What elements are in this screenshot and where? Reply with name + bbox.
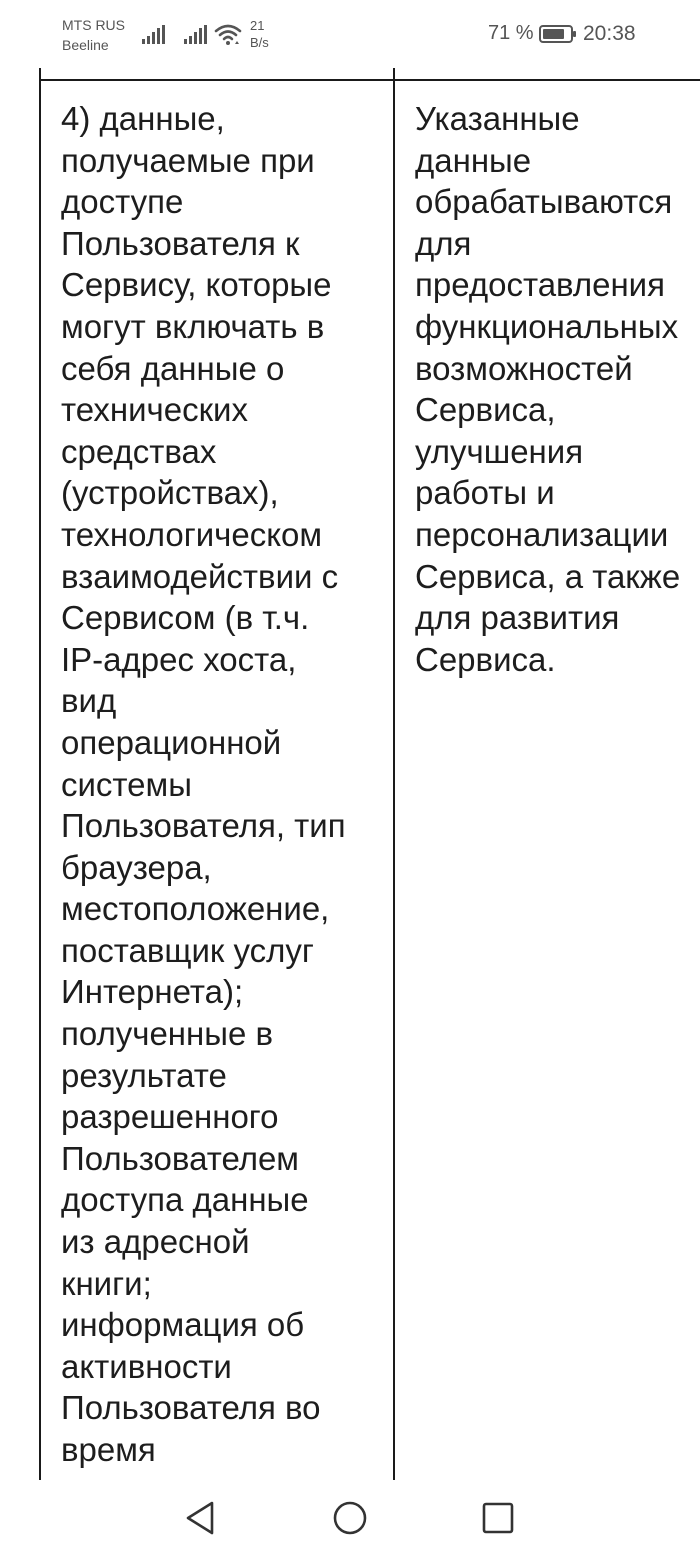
recents-icon[interactable] <box>478 1498 518 1538</box>
text-line: для <box>415 224 472 262</box>
text-line: средствах <box>61 432 217 470</box>
text-line: обрабатываются <box>415 183 673 221</box>
text-line: вид <box>61 682 117 720</box>
text-line: из адресной <box>61 1223 250 1261</box>
network-speed-value: 21 <box>250 18 265 33</box>
network-speed-unit: B/s <box>250 35 269 50</box>
carrier-1: MTS RUS <box>62 17 125 33</box>
text-line: персонализации <box>415 515 669 553</box>
text-line: операционной <box>61 723 282 761</box>
carrier-2: Beeline <box>62 37 109 53</box>
text-line: Сервиса. <box>415 640 556 678</box>
signal-icon <box>141 25 167 45</box>
signal-icon <box>183 25 209 45</box>
text-line: функциональных <box>415 307 679 345</box>
text-line: данные <box>415 141 532 179</box>
wifi-icon <box>214 22 242 46</box>
text-line: возможностей <box>415 349 633 387</box>
text-line: книги; <box>61 1264 152 1302</box>
text-line: для развития <box>415 599 620 637</box>
text-line: результате <box>61 1056 227 1094</box>
battery-percentage: 71 % <box>488 22 534 44</box>
navigation-bar <box>0 1480 700 1556</box>
text-line: предоставления <box>415 266 665 304</box>
text-line: технологическом <box>61 515 323 553</box>
text-line: Указанные <box>415 100 580 137</box>
text-line: технических <box>61 391 248 429</box>
text-line: Пользователем <box>61 1139 299 1177</box>
back-icon[interactable] <box>180 1498 220 1538</box>
table-left-border <box>39 68 41 1480</box>
text-line: время <box>61 1431 156 1468</box>
battery-icon <box>539 24 577 44</box>
text-line: улучшения <box>415 432 584 470</box>
table-column-divider <box>393 68 395 1480</box>
text-line: доступе <box>61 183 184 221</box>
text-line: Сервисом (в т.ч. <box>61 599 310 637</box>
text-line: взаимодействии с <box>61 557 339 595</box>
text-line: доступа данные <box>61 1181 309 1219</box>
text-line: могут включать в <box>61 307 325 345</box>
text-line: местоположение, <box>61 890 330 928</box>
text-line: информация об <box>61 1306 305 1344</box>
text-line: разрешенного <box>61 1098 279 1136</box>
text-line: браузера, <box>61 848 212 886</box>
text-line: поставщик услуг <box>61 931 314 969</box>
text-line: Сервиса, а также <box>415 557 681 595</box>
carrier-names <box>62 15 125 55</box>
text-line: Пользователя во <box>61 1389 321 1427</box>
status-bar <box>0 0 700 68</box>
text-line: Сервису, которые <box>61 266 332 304</box>
table-top-border <box>39 79 700 81</box>
text-line: себя данные о <box>61 349 285 387</box>
home-icon[interactable] <box>330 1498 370 1538</box>
text-line: (устройствах), <box>61 474 279 512</box>
text-line: системы <box>61 765 192 803</box>
text-line: активности <box>61 1347 232 1385</box>
text-line: работы и <box>415 474 555 512</box>
network-speed <box>250 17 269 51</box>
text-line: Интернета); <box>61 973 244 1011</box>
text-line: Пользователя к <box>61 224 300 262</box>
text-line: Сервиса, <box>415 391 556 429</box>
text-line: получаемые при <box>61 141 315 179</box>
text-line: IP-адрес хоста, <box>61 640 297 678</box>
document-content[interactable] <box>0 68 700 1480</box>
text-line: полученные в <box>61 1015 274 1053</box>
table-cell-processing-purpose <box>415 98 680 680</box>
text-line: 4) данные, <box>61 100 225 137</box>
text-line: Пользователя, тип <box>61 807 346 845</box>
table-cell-data-description <box>61 98 346 1471</box>
clock-time: 20:38 <box>583 22 636 45</box>
